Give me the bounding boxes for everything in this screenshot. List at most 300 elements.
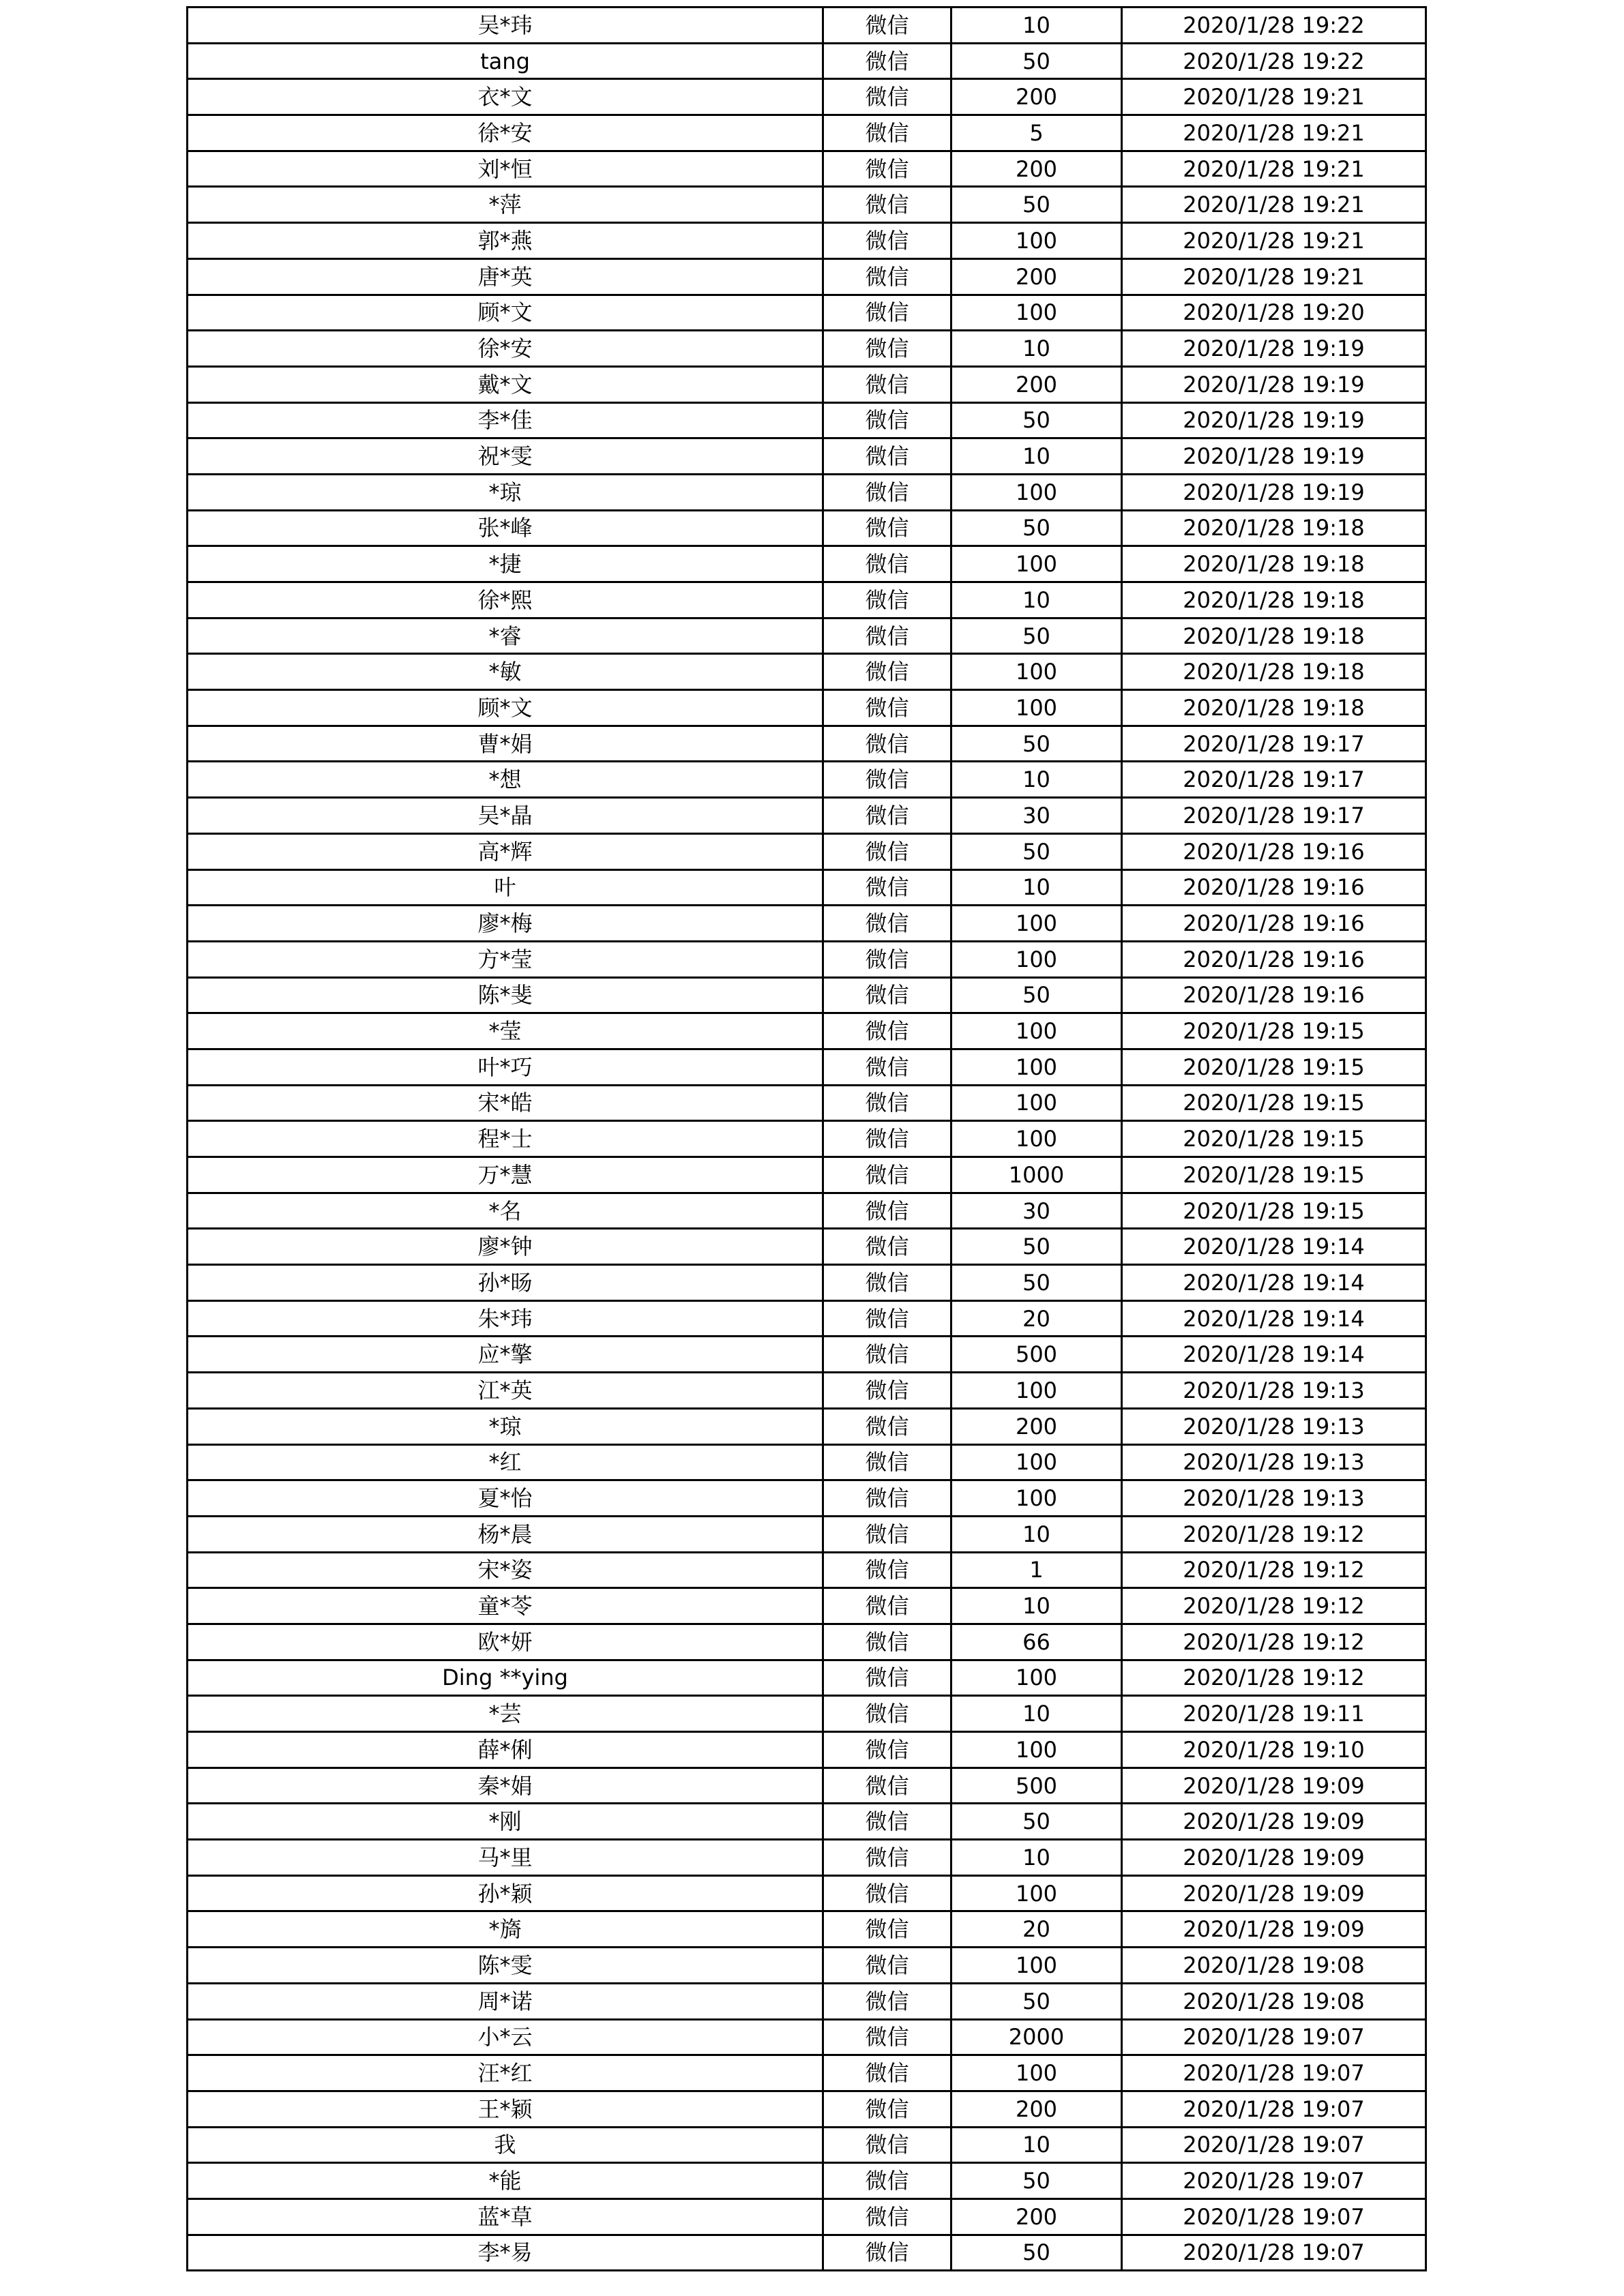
table-row xyxy=(188,618,1426,654)
table-row xyxy=(188,1337,1426,1373)
donor-name-cell: 叶*巧 xyxy=(188,1049,823,1085)
amount-cell: 50 xyxy=(951,510,1122,546)
amount-cell: 100 xyxy=(951,223,1122,259)
amount-cell: 50 xyxy=(951,43,1122,79)
timestamp-cell: 2020/1/28 19:07 xyxy=(1122,2127,1426,2163)
amount-cell: 100 xyxy=(951,1085,1122,1121)
payment-method-cell: 微信 xyxy=(823,1948,951,1984)
payment-method-cell: 微信 xyxy=(823,1588,951,1624)
timestamp-cell: 2020/1/28 19:18 xyxy=(1122,618,1426,654)
table-row xyxy=(188,1660,1426,1696)
donor-name-cell: 欧*妍 xyxy=(188,1624,823,1660)
amount-cell: 100 xyxy=(951,1444,1122,1480)
donor-name-cell: 朱*玮 xyxy=(188,1300,823,1337)
table-row xyxy=(188,1768,1426,1804)
table-row xyxy=(188,654,1426,690)
table-row xyxy=(188,869,1426,906)
amount-cell: 100 xyxy=(951,1373,1122,1409)
table-row xyxy=(188,1983,1426,2019)
timestamp-cell: 2020/1/28 19:07 xyxy=(1122,2091,1426,2127)
amount-cell: 500 xyxy=(951,1337,1122,1373)
table-row xyxy=(188,941,1426,977)
donor-name-cell: 薛*俐 xyxy=(188,1732,823,1768)
donor-name-cell: 李*佳 xyxy=(188,402,823,438)
donor-name-cell: Ding **ying xyxy=(188,1660,823,1696)
amount-cell: 100 xyxy=(951,546,1122,582)
payment-method-cell: 微信 xyxy=(823,1696,951,1732)
table-row xyxy=(188,1516,1426,1552)
table-row xyxy=(188,833,1426,869)
payment-method-cell: 微信 xyxy=(823,1265,951,1301)
donor-name-cell: *睿 xyxy=(188,618,823,654)
payment-method-cell: 微信 xyxy=(823,258,951,295)
amount-cell: 20 xyxy=(951,1300,1122,1337)
donor-name-cell: 蓝*草 xyxy=(188,2198,823,2235)
timestamp-cell: 2020/1/28 19:19 xyxy=(1122,474,1426,510)
amount-cell: 20 xyxy=(951,1911,1122,1948)
amount-cell: 100 xyxy=(951,1660,1122,1696)
donor-name-cell: 宋*皓 xyxy=(188,1085,823,1121)
table-row xyxy=(188,115,1426,151)
payment-method-cell: 微信 xyxy=(823,8,951,44)
timestamp-cell: 2020/1/28 19:21 xyxy=(1122,151,1426,187)
payment-method-cell: 微信 xyxy=(823,1624,951,1660)
timestamp-cell: 2020/1/28 19:14 xyxy=(1122,1265,1426,1301)
table-row xyxy=(188,1013,1426,1049)
timestamp-cell: 2020/1/28 19:18 xyxy=(1122,546,1426,582)
timestamp-cell: 2020/1/28 19:21 xyxy=(1122,79,1426,115)
table-row xyxy=(188,1875,1426,1911)
donor-name-cell: *莹 xyxy=(188,1013,823,1049)
donor-name-cell: 叶 xyxy=(188,869,823,906)
donor-name-cell: 戴*文 xyxy=(188,366,823,402)
donor-name-cell: *捷 xyxy=(188,546,823,582)
timestamp-cell: 2020/1/28 19:17 xyxy=(1122,798,1426,834)
table-row xyxy=(188,1229,1426,1265)
payment-method-cell: 微信 xyxy=(823,1049,951,1085)
donor-name-cell: 万*慧 xyxy=(188,1157,823,1193)
payment-method-cell: 微信 xyxy=(823,906,951,942)
timestamp-cell: 2020/1/28 19:15 xyxy=(1122,1085,1426,1121)
amount-cell: 100 xyxy=(951,941,1122,977)
donor-name-cell: 唐*英 xyxy=(188,258,823,295)
table-row xyxy=(188,1588,1426,1624)
amount-cell: 50 xyxy=(951,618,1122,654)
table-row xyxy=(188,295,1426,331)
timestamp-cell: 2020/1/28 19:13 xyxy=(1122,1480,1426,1517)
table-row xyxy=(188,977,1426,1013)
amount-cell: 2000 xyxy=(951,2019,1122,2055)
donor-name-cell: 张*峰 xyxy=(188,510,823,546)
amount-cell: 50 xyxy=(951,2235,1122,2271)
timestamp-cell: 2020/1/28 19:19 xyxy=(1122,366,1426,402)
payment-method-cell: 微信 xyxy=(823,402,951,438)
timestamp-cell: 2020/1/28 19:19 xyxy=(1122,402,1426,438)
table-row xyxy=(188,1265,1426,1301)
payment-method-cell: 微信 xyxy=(823,2198,951,2235)
timestamp-cell: 2020/1/28 19:19 xyxy=(1122,331,1426,367)
timestamp-cell: 2020/1/28 19:14 xyxy=(1122,1337,1426,1373)
amount-cell: 10 xyxy=(951,2127,1122,2163)
timestamp-cell: 2020/1/28 19:18 xyxy=(1122,690,1426,726)
payment-method-cell: 微信 xyxy=(823,762,951,798)
amount-cell: 50 xyxy=(951,402,1122,438)
table-row xyxy=(188,762,1426,798)
timestamp-cell: 2020/1/28 19:20 xyxy=(1122,295,1426,331)
payment-method-cell: 微信 xyxy=(823,331,951,367)
amount-cell: 100 xyxy=(951,906,1122,942)
timestamp-cell: 2020/1/28 19:13 xyxy=(1122,1408,1426,1444)
table-row xyxy=(188,1408,1426,1444)
table-row xyxy=(188,8,1426,44)
donor-name-cell: 廖*钟 xyxy=(188,1229,823,1265)
timestamp-cell: 2020/1/28 19:07 xyxy=(1122,2235,1426,2271)
amount-cell: 200 xyxy=(951,366,1122,402)
table-row xyxy=(188,1193,1426,1229)
timestamp-cell: 2020/1/28 19:16 xyxy=(1122,906,1426,942)
table-row xyxy=(188,582,1426,618)
payment-method-cell: 微信 xyxy=(823,1300,951,1337)
payment-method-cell: 微信 xyxy=(823,546,951,582)
payment-method-cell: 微信 xyxy=(823,1840,951,1876)
donor-name-cell: 周*诺 xyxy=(188,1983,823,2019)
timestamp-cell: 2020/1/28 19:11 xyxy=(1122,1696,1426,1732)
table-row xyxy=(188,223,1426,259)
table-row xyxy=(188,258,1426,295)
table-row xyxy=(188,79,1426,115)
table-row xyxy=(188,690,1426,726)
amount-cell: 200 xyxy=(951,2198,1122,2235)
timestamp-cell: 2020/1/28 19:14 xyxy=(1122,1300,1426,1337)
table-row xyxy=(188,2055,1426,2091)
timestamp-cell: 2020/1/28 19:17 xyxy=(1122,726,1426,762)
table-row xyxy=(188,2235,1426,2271)
timestamp-cell: 2020/1/28 19:13 xyxy=(1122,1373,1426,1409)
table-row xyxy=(188,798,1426,834)
donor-name-cell: 廖*梅 xyxy=(188,906,823,942)
amount-cell: 500 xyxy=(951,1768,1122,1804)
amount-cell: 10 xyxy=(951,582,1122,618)
payment-method-cell: 微信 xyxy=(823,2127,951,2163)
amount-cell: 200 xyxy=(951,2091,1122,2127)
timestamp-cell: 2020/1/28 19:08 xyxy=(1122,1948,1426,1984)
payment-method-cell: 微信 xyxy=(823,2163,951,2199)
payment-method-cell: 微信 xyxy=(823,295,951,331)
payment-method-cell: 微信 xyxy=(823,151,951,187)
table-row xyxy=(188,1552,1426,1588)
table-row xyxy=(188,438,1426,475)
payment-method-cell: 微信 xyxy=(823,1373,951,1409)
payment-method-cell: 微信 xyxy=(823,1804,951,1840)
payment-method-cell: 微信 xyxy=(823,187,951,223)
amount-cell: 200 xyxy=(951,151,1122,187)
donor-name-cell: 吴*晶 xyxy=(188,798,823,834)
timestamp-cell: 2020/1/28 19:09 xyxy=(1122,1768,1426,1804)
amount-cell: 1 xyxy=(951,1552,1122,1588)
table-row xyxy=(188,1373,1426,1409)
amount-cell: 50 xyxy=(951,1983,1122,2019)
amount-cell: 66 xyxy=(951,1624,1122,1660)
amount-cell: 10 xyxy=(951,1840,1122,1876)
donor-name-cell: 杨*晨 xyxy=(188,1516,823,1552)
donor-name-cell: 徐*安 xyxy=(188,115,823,151)
amount-cell: 50 xyxy=(951,833,1122,869)
timestamp-cell: 2020/1/28 19:07 xyxy=(1122,2163,1426,2199)
table-row xyxy=(188,1696,1426,1732)
table-row xyxy=(188,151,1426,187)
timestamp-cell: 2020/1/28 19:16 xyxy=(1122,941,1426,977)
donor-name-cell: 陈*斐 xyxy=(188,977,823,1013)
timestamp-cell: 2020/1/28 19:21 xyxy=(1122,223,1426,259)
timestamp-cell: 2020/1/28 19:15 xyxy=(1122,1157,1426,1193)
amount-cell: 30 xyxy=(951,1193,1122,1229)
donor-name-cell: *红 xyxy=(188,1444,823,1480)
timestamp-cell: 2020/1/28 19:15 xyxy=(1122,1049,1426,1085)
amount-cell: 50 xyxy=(951,1229,1122,1265)
timestamp-cell: 2020/1/28 19:22 xyxy=(1122,8,1426,44)
amount-cell: 50 xyxy=(951,2163,1122,2199)
table-row xyxy=(188,1300,1426,1337)
amount-cell: 200 xyxy=(951,79,1122,115)
payment-method-cell: 微信 xyxy=(823,941,951,977)
payment-method-cell: 微信 xyxy=(823,654,951,690)
payment-method-cell: 微信 xyxy=(823,1552,951,1588)
table-row xyxy=(188,1444,1426,1480)
payment-method-cell: 微信 xyxy=(823,977,951,1013)
timestamp-cell: 2020/1/28 19:12 xyxy=(1122,1624,1426,1660)
payment-method-cell: 微信 xyxy=(823,618,951,654)
payment-method-cell: 微信 xyxy=(823,1983,951,2019)
timestamp-cell: 2020/1/28 19:22 xyxy=(1122,43,1426,79)
timestamp-cell: 2020/1/28 19:12 xyxy=(1122,1660,1426,1696)
amount-cell: 10 xyxy=(951,8,1122,44)
amount-cell: 5 xyxy=(951,115,1122,151)
donor-name-cell: 汪*红 xyxy=(188,2055,823,2091)
amount-cell: 100 xyxy=(951,1480,1122,1517)
payment-method-cell: 微信 xyxy=(823,474,951,510)
table-row xyxy=(188,2019,1426,2055)
amount-cell: 100 xyxy=(951,295,1122,331)
timestamp-cell: 2020/1/28 19:18 xyxy=(1122,510,1426,546)
donor-name-cell: 李*易 xyxy=(188,2235,823,2271)
amount-cell: 100 xyxy=(951,690,1122,726)
donor-name-cell: tang xyxy=(188,43,823,79)
amount-cell: 200 xyxy=(951,1408,1122,1444)
amount-cell: 10 xyxy=(951,762,1122,798)
table-row xyxy=(188,510,1426,546)
timestamp-cell: 2020/1/28 19:07 xyxy=(1122,2198,1426,2235)
table-row xyxy=(188,1049,1426,1085)
donor-name-cell: *芸 xyxy=(188,1696,823,1732)
payment-method-cell: 微信 xyxy=(823,1660,951,1696)
amount-cell: 200 xyxy=(951,258,1122,295)
donor-name-cell: 刘*恒 xyxy=(188,151,823,187)
payment-method-cell: 微信 xyxy=(823,1121,951,1157)
donor-name-cell: 应*擎 xyxy=(188,1337,823,1373)
amount-cell: 10 xyxy=(951,1588,1122,1624)
donor-name-cell: 祝*雯 xyxy=(188,438,823,475)
amount-cell: 100 xyxy=(951,1948,1122,1984)
timestamp-cell: 2020/1/28 19:09 xyxy=(1122,1875,1426,1911)
donor-name-cell: 童*苓 xyxy=(188,1588,823,1624)
table-row xyxy=(188,366,1426,402)
donation-table xyxy=(186,6,1427,2271)
donor-name-cell: *旖 xyxy=(188,1911,823,1948)
timestamp-cell: 2020/1/28 19:09 xyxy=(1122,1840,1426,1876)
timestamp-cell: 2020/1/28 19:12 xyxy=(1122,1552,1426,1588)
payment-method-cell: 微信 xyxy=(823,1408,951,1444)
table-row xyxy=(188,1085,1426,1121)
donor-name-cell: 顾*文 xyxy=(188,690,823,726)
payment-method-cell: 微信 xyxy=(823,1193,951,1229)
table-row xyxy=(188,331,1426,367)
payment-method-cell: 微信 xyxy=(823,1768,951,1804)
table-row xyxy=(188,2198,1426,2235)
amount-cell: 1000 xyxy=(951,1157,1122,1193)
donor-name-cell: 衣*文 xyxy=(188,79,823,115)
donor-name-cell: 郭*燕 xyxy=(188,223,823,259)
donor-name-cell: 马*里 xyxy=(188,1840,823,1876)
timestamp-cell: 2020/1/28 19:12 xyxy=(1122,1588,1426,1624)
timestamp-cell: 2020/1/28 19:17 xyxy=(1122,762,1426,798)
timestamp-cell: 2020/1/28 19:16 xyxy=(1122,833,1426,869)
timestamp-cell: 2020/1/28 19:07 xyxy=(1122,2019,1426,2055)
table-row xyxy=(188,546,1426,582)
payment-method-cell: 微信 xyxy=(823,690,951,726)
donor-name-cell: 王*颖 xyxy=(188,2091,823,2127)
donor-name-cell: 程*士 xyxy=(188,1121,823,1157)
amount-cell: 10 xyxy=(951,1516,1122,1552)
timestamp-cell: 2020/1/28 19:15 xyxy=(1122,1013,1426,1049)
donor-name-cell: 夏*怡 xyxy=(188,1480,823,1517)
payment-method-cell: 微信 xyxy=(823,2091,951,2127)
payment-method-cell: 微信 xyxy=(823,223,951,259)
table-row xyxy=(188,1157,1426,1193)
amount-cell: 100 xyxy=(951,2055,1122,2091)
amount-cell: 50 xyxy=(951,726,1122,762)
donor-name-cell: *琼 xyxy=(188,1408,823,1444)
donor-name-cell: 徐*熙 xyxy=(188,582,823,618)
table-row xyxy=(188,43,1426,79)
payment-method-cell: 微信 xyxy=(823,2235,951,2271)
timestamp-cell: 2020/1/28 19:16 xyxy=(1122,869,1426,906)
donor-name-cell: 小*云 xyxy=(188,2019,823,2055)
amount-cell: 100 xyxy=(951,1875,1122,1911)
payment-method-cell: 微信 xyxy=(823,1013,951,1049)
amount-cell: 100 xyxy=(951,1049,1122,1085)
amount-cell: 10 xyxy=(951,438,1122,475)
donor-name-cell: *琼 xyxy=(188,474,823,510)
amount-cell: 50 xyxy=(951,187,1122,223)
payment-method-cell: 微信 xyxy=(823,79,951,115)
amount-cell: 100 xyxy=(951,1732,1122,1768)
donor-name-cell: 宋*姿 xyxy=(188,1552,823,1588)
payment-method-cell: 微信 xyxy=(823,1911,951,1948)
table-row xyxy=(188,2091,1426,2127)
payment-method-cell: 微信 xyxy=(823,2055,951,2091)
payment-method-cell: 微信 xyxy=(823,366,951,402)
donor-name-cell: 高*辉 xyxy=(188,833,823,869)
amount-cell: 100 xyxy=(951,1121,1122,1157)
donor-name-cell: 徐*安 xyxy=(188,331,823,367)
timestamp-cell: 2020/1/28 19:12 xyxy=(1122,1516,1426,1552)
donor-name-cell: *刚 xyxy=(188,1804,823,1840)
table-row xyxy=(188,2127,1426,2163)
payment-method-cell: 微信 xyxy=(823,1337,951,1373)
amount-cell: 10 xyxy=(951,1696,1122,1732)
donor-name-cell: 我 xyxy=(188,2127,823,2163)
table-row xyxy=(188,187,1426,223)
amount-cell: 50 xyxy=(951,1265,1122,1301)
payment-method-cell: 微信 xyxy=(823,510,951,546)
amount-cell: 50 xyxy=(951,977,1122,1013)
donor-name-cell: 顾*文 xyxy=(188,295,823,331)
payment-method-cell: 微信 xyxy=(823,1229,951,1265)
timestamp-cell: 2020/1/28 19:13 xyxy=(1122,1444,1426,1480)
payment-method-cell: 微信 xyxy=(823,1085,951,1121)
payment-method-cell: 微信 xyxy=(823,1732,951,1768)
donor-name-cell: 江*英 xyxy=(188,1373,823,1409)
payment-method-cell: 微信 xyxy=(823,582,951,618)
table-row xyxy=(188,1624,1426,1660)
payment-method-cell: 微信 xyxy=(823,726,951,762)
donor-name-cell: 秦*娟 xyxy=(188,1768,823,1804)
timestamp-cell: 2020/1/28 19:18 xyxy=(1122,654,1426,690)
table-row xyxy=(188,1911,1426,1948)
payment-method-cell: 微信 xyxy=(823,798,951,834)
payment-method-cell: 微信 xyxy=(823,1157,951,1193)
timestamp-cell: 2020/1/28 19:15 xyxy=(1122,1193,1426,1229)
donor-name-cell: 陈*雯 xyxy=(188,1948,823,1984)
donor-name-cell: 孙*颖 xyxy=(188,1875,823,1911)
amount-cell: 100 xyxy=(951,474,1122,510)
table-row xyxy=(188,1804,1426,1840)
donor-name-cell: 曹*娟 xyxy=(188,726,823,762)
timestamp-cell: 2020/1/28 19:10 xyxy=(1122,1732,1426,1768)
timestamp-cell: 2020/1/28 19:21 xyxy=(1122,258,1426,295)
table-row xyxy=(188,1948,1426,1984)
donor-name-cell: *敏 xyxy=(188,654,823,690)
donor-name-cell: *萍 xyxy=(188,187,823,223)
payment-method-cell: 微信 xyxy=(823,1875,951,1911)
payment-method-cell: 微信 xyxy=(823,869,951,906)
donor-name-cell: *名 xyxy=(188,1193,823,1229)
timestamp-cell: 2020/1/28 19:09 xyxy=(1122,1804,1426,1840)
table-row xyxy=(188,1840,1426,1876)
table-row xyxy=(188,402,1426,438)
table-row xyxy=(188,1732,1426,1768)
payment-method-cell: 微信 xyxy=(823,43,951,79)
amount-cell: 100 xyxy=(951,1013,1122,1049)
donor-name-cell: *想 xyxy=(188,762,823,798)
timestamp-cell: 2020/1/28 19:21 xyxy=(1122,115,1426,151)
amount-cell: 10 xyxy=(951,869,1122,906)
timestamp-cell: 2020/1/28 19:15 xyxy=(1122,1121,1426,1157)
table-row xyxy=(188,1121,1426,1157)
payment-method-cell: 微信 xyxy=(823,438,951,475)
table-row xyxy=(188,906,1426,942)
table-row xyxy=(188,474,1426,510)
timestamp-cell: 2020/1/28 19:08 xyxy=(1122,1983,1426,2019)
payment-method-cell: 微信 xyxy=(823,833,951,869)
table-row xyxy=(188,1480,1426,1517)
timestamp-cell: 2020/1/28 19:09 xyxy=(1122,1911,1426,1948)
payment-method-cell: 微信 xyxy=(823,115,951,151)
payment-method-cell: 微信 xyxy=(823,1480,951,1517)
amount-cell: 10 xyxy=(951,331,1122,367)
table-row xyxy=(188,2163,1426,2199)
amount-cell: 30 xyxy=(951,798,1122,834)
